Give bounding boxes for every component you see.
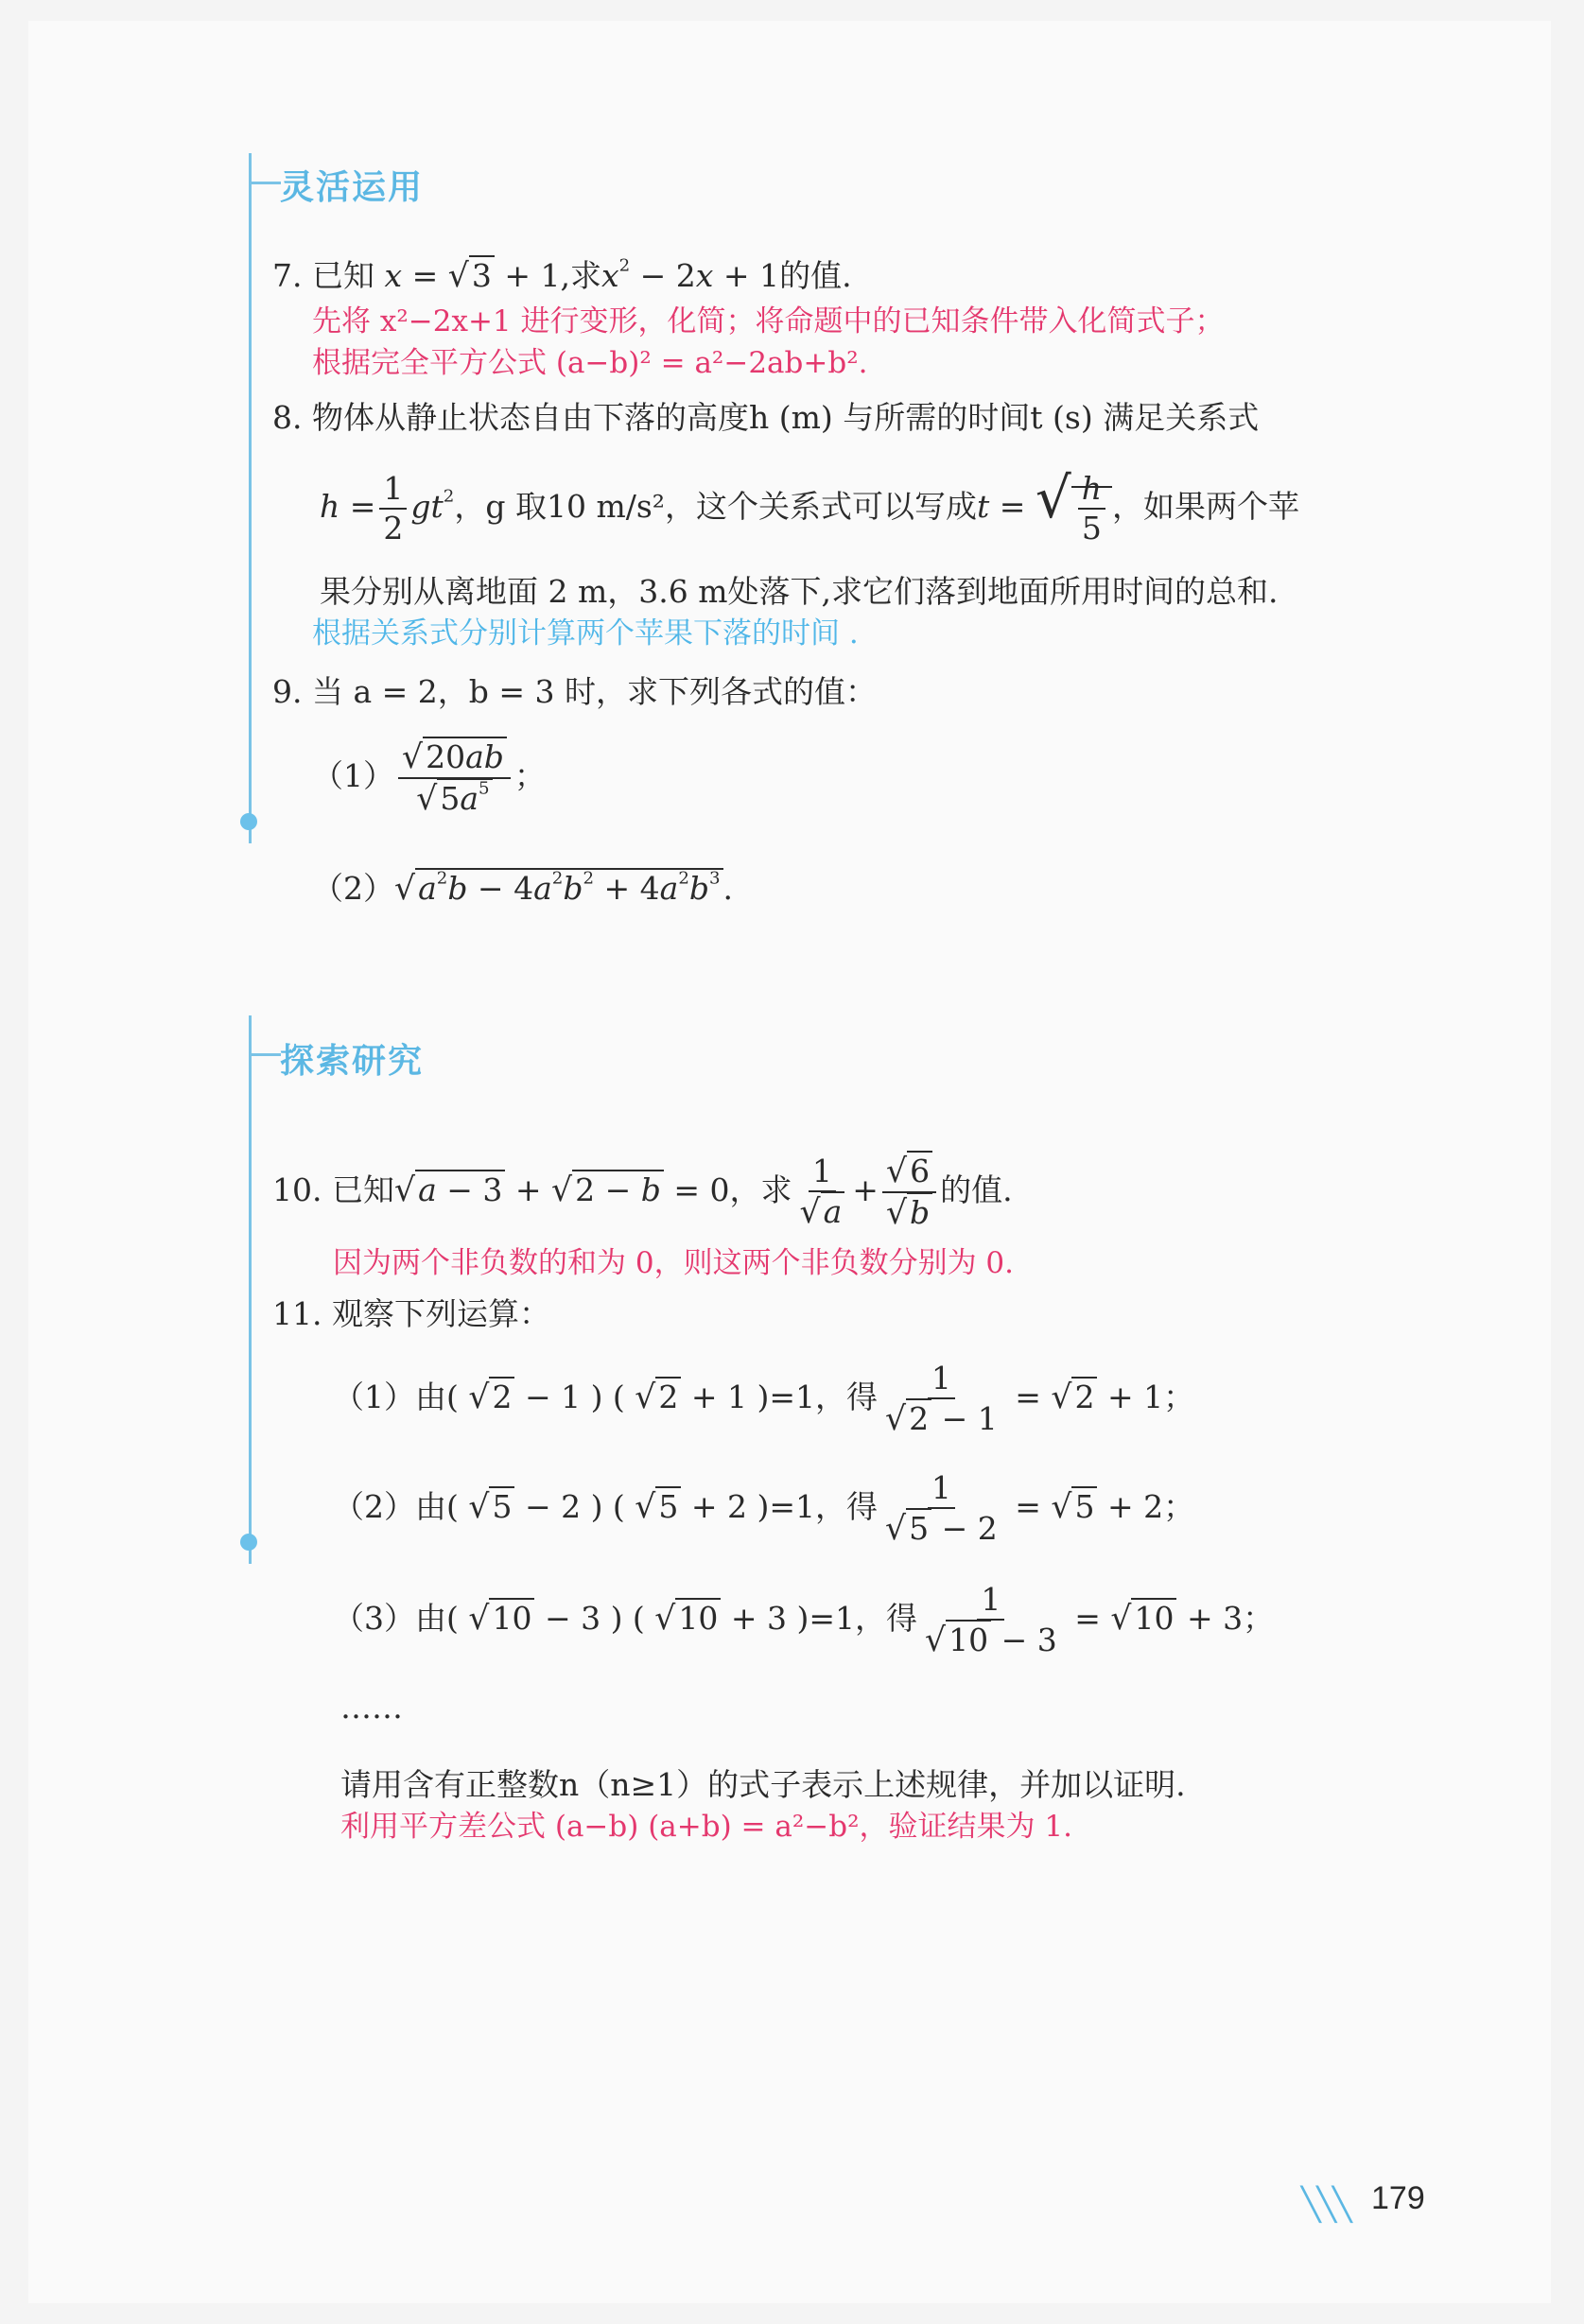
question-8-line-2: h = $\frac{1}{2}$ $gt^2$，g 取10 m/s²，这个关系式可以写成t = √ $\frac{h}{5}$ ，如果两个苹 bbox=[320, 466, 1300, 546]
question-text: =1，得 bbox=[809, 1600, 918, 1638]
question-text: =1，得 bbox=[769, 1379, 879, 1416]
question-8-line-1 bbox=[272, 399, 1259, 437]
part-label: （1） bbox=[312, 757, 394, 795]
question-text: 已知 bbox=[312, 257, 374, 294]
question-number: 8. bbox=[272, 399, 303, 436]
question-9-part-2: $(2)√a^2b - 4a^2b^2 + 4a^2b^3$. bbox=[312, 868, 734, 908]
row-label: （1）由 bbox=[333, 1379, 446, 1416]
textbook-page bbox=[28, 21, 1551, 2303]
question-text: 物体从静止状态自由下落的高度h (m) 与所需的时间t (s) 满足关系式 bbox=[312, 399, 1260, 436]
question-number: 9. bbox=[272, 673, 303, 710]
question-9-part-1: （1） $\frac{√20ab}{√5a^5}$ ； bbox=[312, 738, 546, 819]
question-text: ，如果两个苹 bbox=[1112, 488, 1300, 525]
punctuation: ； bbox=[513, 757, 546, 795]
question-text: 已知 bbox=[331, 1171, 394, 1209]
question-11-row-1: （1）由( √2 − 1 ) ( √2 + 1 )=1，得 $\frac{1}{√2 - 1}$ = √2 + 1； bbox=[333, 1360, 1195, 1439]
section-rule-explore bbox=[249, 1015, 252, 1564]
section-title-explore: 探索研究 bbox=[280, 1042, 425, 1081]
question-9 bbox=[272, 673, 877, 711]
punctuation: . bbox=[722, 870, 734, 907]
question-number: 10. bbox=[272, 1171, 322, 1209]
hint-10: 因为两个非负数的和为 0，则这两个非负数分别为 0. bbox=[333, 1246, 1015, 1280]
question-text: 的值. bbox=[779, 257, 852, 294]
row-label: （3）由 bbox=[333, 1600, 446, 1638]
section-tick-apply bbox=[249, 182, 281, 184]
hint-7-line-2: 根据完全平方公式 (a−b)² = a²−2ab+b². bbox=[312, 346, 868, 380]
question-text: 观察下列运算： bbox=[331, 1295, 550, 1332]
question-text: 当 a = 2，b = 3 时，求下列各式的值： bbox=[312, 673, 878, 710]
section-dot-apply bbox=[240, 813, 257, 830]
ellipsis: …… bbox=[340, 1689, 403, 1726]
section-tick-explore bbox=[249, 1053, 281, 1056]
question-number: 7. bbox=[272, 257, 303, 294]
question-text: =1，得 bbox=[769, 1488, 879, 1526]
question-7: 7. 已知 x = √3 + 1,求$x^2 - 2x + 1$的值. bbox=[272, 255, 852, 295]
question-number: 11. bbox=[272, 1295, 322, 1332]
page-number: 179 bbox=[1371, 2180, 1425, 2216]
question-text: ，g 取10 m/s²，这个关系式可以写成 bbox=[454, 488, 978, 525]
section-dot-explore bbox=[240, 1534, 257, 1551]
row-label: （2）由 bbox=[333, 1488, 446, 1526]
page-number-mark-icon: ╲╲╲ bbox=[1301, 2186, 1349, 2224]
hint-11: 利用平方差公式 (a−b) (a+b) = a²−b²，验证结果为 1. bbox=[340, 1810, 1072, 1844]
question-11-row-2: （2）由( √5 − 2 ) ( √5 + 2 )=1，得 $\frac{1}{√5 - 2}$ = √5 + 2； bbox=[333, 1469, 1195, 1549]
question-text: ,求 bbox=[560, 257, 601, 294]
hint-8: 根据关系式分别计算两个苹果下落的时间 . bbox=[312, 616, 859, 650]
question-8-line-3: 果分别从离地面 2 m，3.6 m处落下,求它们落到地面所用时间的总和. bbox=[320, 573, 1279, 610]
section-title-apply: 灵活运用 bbox=[280, 168, 425, 207]
part-label: （2） bbox=[312, 870, 394, 907]
section-rule-apply bbox=[249, 153, 252, 843]
question-text: ，求 bbox=[729, 1171, 792, 1209]
question-11 bbox=[272, 1295, 550, 1333]
hint-7-line-1: 先将 x²−2x+1 进行变形，化简；将命题中的已知条件带入化简式子； bbox=[312, 304, 1225, 338]
question-text: 的值. bbox=[940, 1171, 1013, 1209]
question-11-row-3: （3）由( √10 − 3 ) ( √10 + 3 )=1，得 $\frac{1}{√10 - 3}$ = √10 + 3； bbox=[333, 1581, 1275, 1660]
question-11-ask: 请用含有正整数n（n≥1）的式子表示上述规律，并加以证明. bbox=[340, 1766, 1186, 1803]
question-10: 10. 已知√a − 3 + √2 − b = 0，求 $\frac{1}{√a}$ + $\frac{√6}{√b}$ 的值. bbox=[272, 1152, 1013, 1233]
